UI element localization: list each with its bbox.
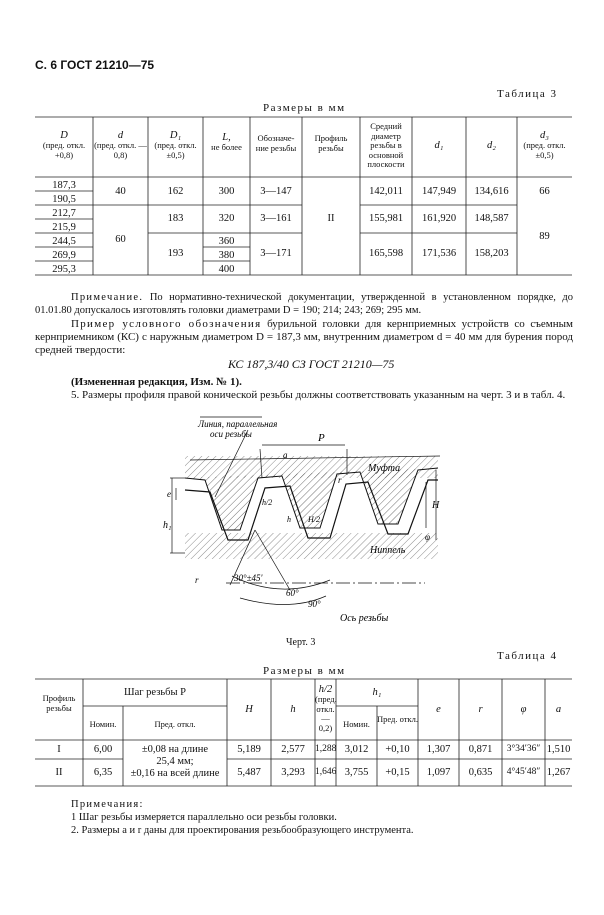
- label-angle-90: 90°: [308, 599, 321, 609]
- t3-d2-1: 148,587: [474, 213, 509, 224]
- t3-h-d3-note: (пред. откл. ±0,5): [523, 140, 566, 160]
- t3-h-profile: Профиль резьбы: [314, 133, 348, 153]
- t3-h-d1: d₁: [434, 140, 444, 151]
- t3-d2-0: 134,616: [474, 186, 509, 197]
- t4-r2-tol: ±0,16 на всей длине: [130, 768, 220, 779]
- label-nippel: Ниппель: [370, 545, 406, 556]
- t4-r2-pitch: 6,35: [93, 767, 113, 778]
- label-r-top: r: [338, 475, 342, 485]
- example-label: Пример условного обозначения: [71, 318, 262, 330]
- t3-D-2: 212,7: [52, 208, 76, 219]
- notes2-item-2: 2. Размеры a и r даны для проектирования резьбообразующего инструмента.: [71, 825, 414, 836]
- t3-profile: II: [327, 213, 335, 224]
- example-formula: КС 187,3/40 СЗ ГОСТ 21210—75: [228, 357, 395, 371]
- t4-r1-pitch: 6,00: [93, 744, 113, 755]
- t4-r2-h: 3,293: [281, 767, 305, 778]
- t3-d3-0: 66: [539, 186, 550, 197]
- t3-mean-1: 155,981: [368, 213, 404, 224]
- label-angle-60: 60°: [286, 588, 299, 598]
- t3-L-1: 320: [218, 213, 235, 224]
- t3-mean-0: 142,011: [369, 186, 403, 197]
- label-angle-30: 30°±45': [234, 573, 263, 583]
- t4-r1-e: 1,307: [426, 744, 451, 755]
- t3-mean-2: 165,598: [368, 248, 404, 259]
- t4-r1-H: 5,189: [237, 744, 261, 755]
- t4-h-r: r: [478, 704, 483, 715]
- drawing-caption: Черт. 3: [286, 637, 316, 648]
- t4-h-h1-nominal: Номин.: [343, 719, 370, 729]
- t4-r1-h1: 3,012: [344, 744, 369, 755]
- t3-des-0: 3—147: [260, 186, 292, 197]
- t4-h-h2-note: (пред. откл. —0,2): [315, 694, 337, 733]
- t4-r2-e: 1,097: [426, 767, 451, 778]
- t4-h-h1: h₁: [372, 687, 382, 698]
- t4-r1-h: 2,577: [281, 744, 305, 755]
- label-H2: H/2: [308, 515, 320, 524]
- t4-r1-tol: ±0,08 на длине: [141, 744, 209, 755]
- t3-d2-2: 158,203: [474, 248, 509, 259]
- t4-h-h: h: [290, 704, 296, 715]
- t3-h-d2: d₂: [487, 140, 496, 151]
- t3-d1-2: 171,536: [421, 248, 457, 259]
- t3-h-designation: Обозначе-ние резьбы: [255, 133, 297, 153]
- label-h: h: [287, 515, 291, 524]
- t3-D1-2: 193: [167, 248, 184, 259]
- t3-h-d: d: [117, 130, 124, 141]
- t3-L-4: 400: [218, 264, 235, 275]
- table3-caption: Размеры в мм: [263, 102, 346, 114]
- t4-r2-H: 5,487: [237, 767, 261, 778]
- t3-h-mean-diameter: Средний диаметр резьбы в основной плоскости: [367, 121, 405, 169]
- t3-L-2: 360: [218, 236, 235, 247]
- paragraph-5: 5. Размеры профиля правой конической резьбы должны соответствовать указанным на черт. 3 и в табл. 4.: [71, 389, 566, 401]
- t3-d-1: 60: [115, 234, 126, 245]
- t4-r1-phi: 3°34′36″: [506, 744, 541, 754]
- t3-des-2: 3—171: [260, 248, 292, 259]
- table4-caption: Размеры в мм: [263, 665, 346, 677]
- t4-r2-a: 1,267: [546, 767, 571, 778]
- t4-h-pitch: Шаг резьбы P: [123, 687, 187, 698]
- t3-L-0: 300: [218, 186, 235, 197]
- t4-r1-r: 0,871: [468, 744, 493, 755]
- t4-r1-h2: 1,288: [315, 744, 337, 754]
- t3-h-D-note: (пред. откл. +0,8): [42, 140, 86, 160]
- t4-r2-h1: 3,755: [344, 767, 369, 778]
- table3-label: Таблица 3: [497, 88, 558, 100]
- label-h2: h/2: [262, 498, 273, 507]
- label-e: e: [167, 489, 171, 499]
- label-parallel-line-2: оси резьбы: [210, 429, 252, 439]
- t3-h-d-note: (пред. откл. —0,8): [94, 140, 147, 160]
- t3-h-D: D: [60, 130, 68, 141]
- note1-text: По нормативно-технической документации, утвержденной в установленном порядке, до 01.01.80 допускалось изготовлять головки диаметрами D = 190; 214; 243; 269; 295 мм.: [35, 292, 573, 316]
- t3-d3-1: 89: [539, 231, 550, 242]
- t3-d-0: 40: [115, 186, 126, 197]
- note1-label: Примечание.: [71, 292, 144, 303]
- t4-h-tolerance: Пред. откл.: [154, 719, 196, 729]
- notes2-label: Примечания:: [71, 799, 144, 810]
- t3-D-4: 244,5: [52, 236, 76, 247]
- label-axis: Ось резьбы: [340, 613, 389, 624]
- t4-h-h1-tol: Пред. откл.: [377, 714, 418, 724]
- page-header: С. 6 ГОСТ 21210—75: [35, 58, 155, 72]
- t4-h-a: a: [555, 704, 562, 715]
- t3-h-D1: D₁: [169, 130, 182, 141]
- t4-h-nominal: Номин.: [89, 719, 117, 729]
- t3-D-5: 269,9: [52, 250, 76, 261]
- t3-D-6: 295,3: [52, 264, 76, 275]
- t3-D-1: 190,5: [52, 194, 76, 205]
- t4-r2-phi: 4°45′48″: [506, 767, 541, 777]
- t4-h-phi: φ: [520, 704, 527, 715]
- label-r-bottom: r: [195, 575, 199, 585]
- t4-tol-middle: 25,4 мм;: [156, 756, 194, 767]
- revision-note: (Измененная редакция, Изм. № 1).: [71, 376, 242, 388]
- t4-h-H: H: [245, 704, 253, 715]
- label-phi: φ: [425, 532, 430, 542]
- table4-label: Таблица 4: [497, 650, 558, 662]
- t3-h-L: L,: [222, 132, 231, 143]
- t4-r2-h2: 1,646: [315, 767, 337, 777]
- t3-D1-1: 183: [167, 213, 184, 224]
- label-H: H: [432, 500, 440, 511]
- t3-L-3: 380: [218, 250, 235, 261]
- t3-des-1: 3—161: [260, 213, 292, 224]
- notes2-item-1: 1 Шаг резьбы измеряется параллельно оси резьбы головки.: [71, 812, 337, 823]
- t4-r1-h1tol: +0,10: [385, 744, 410, 755]
- t3-d1-0: 147,949: [421, 186, 457, 197]
- t3-D-0: 187,3: [52, 180, 76, 191]
- example-text: бурильной головки для кернприемных устройств со съемным кернприемником (КС) с наружным диаметром D = 187,3 мм, внутренним диаметром d = 40 мм для бурения пород средней твердости:: [35, 318, 573, 356]
- t3-h-L-note: не более: [211, 142, 242, 152]
- t4-h-e: e: [436, 704, 441, 715]
- t3-D-3: 215,9: [52, 222, 76, 233]
- t4-r1-a: 1,510: [546, 744, 571, 755]
- label-h1: h₁: [163, 520, 172, 531]
- t3-d1-1: 161,920: [421, 213, 457, 224]
- label-a: a: [283, 450, 288, 460]
- label-parallel-line-1: Линия, параллельная: [198, 419, 278, 429]
- t4-r2-r: 0,635: [468, 767, 493, 778]
- t4-r2-h1tol: +0,15: [385, 767, 410, 778]
- label-p: P: [318, 432, 325, 444]
- label-mufta: Муфта: [368, 463, 401, 474]
- t3-D1-0: 162: [167, 186, 184, 197]
- t4-r2-profile: II: [55, 767, 63, 778]
- t3-h-d3: d₃: [540, 130, 549, 141]
- t4-r1-profile: I: [57, 744, 61, 755]
- t4-h-h2: h/2: [318, 684, 333, 695]
- t3-h-D1-note: (пред. откл. ±0,5): [154, 140, 197, 160]
- t4-h-profile: Профиль резьбы: [42, 693, 76, 713]
